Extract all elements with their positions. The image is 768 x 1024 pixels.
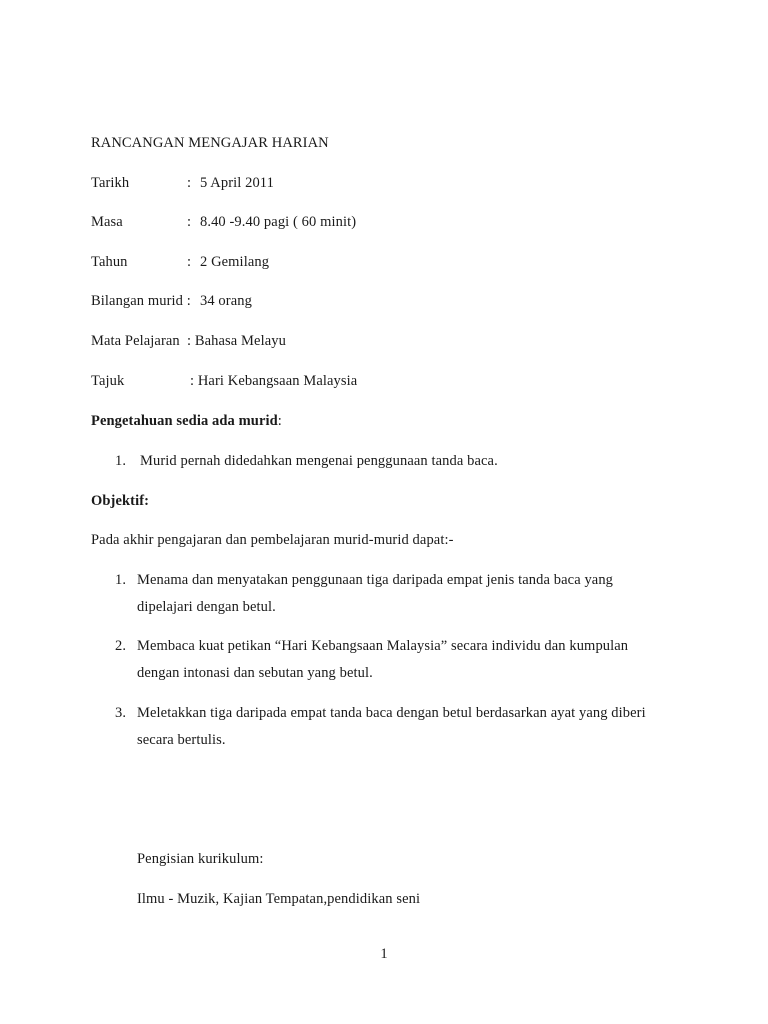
prior-knowledge-heading-colon: : (277, 413, 282, 429)
objective-item-number: 1. (115, 572, 127, 588)
page-number: 1 (380, 946, 388, 962)
document-title: RANCANGAN MENGAJAR HARIAN (91, 135, 329, 151)
prior-knowledge-heading (91, 412, 282, 430)
objective-item-line2: dengan intonasi dan sebutan yang betul. (137, 665, 373, 681)
field-value-masa: 8.40 -9.40 pagi ( 60 minit) (200, 214, 357, 230)
field-value-tajuk: : Hari Kebangsaan Malaysia (190, 373, 358, 389)
objective-intro: Pada akhir pengajaran dan pembelajaran murid-murid dapat:- (91, 532, 454, 548)
objective-item-line1: Menama dan menyatakan penggunaan tiga daripada empat jenis tanda baca yang (137, 572, 614, 588)
objective-item-line1: Meletakkan tiga daripada empat tanda baca dengan betul berdasarkan ayat yang diberi (137, 705, 646, 721)
curriculum-ilmu: Ilmu - Muzik, Kajian Tempatan,pendidikan seni (137, 891, 421, 907)
prior-knowledge-heading-text: Pengetahuan sedia ada murid (91, 413, 278, 429)
field-label-tahun: Tahun (91, 254, 128, 270)
field-value-bilangan-murid: 34 orang (200, 293, 252, 309)
field-value-mata-pelajaran: : Bahasa Melayu (187, 333, 286, 349)
objective-item-number: 2. (115, 638, 127, 654)
field-value-tarikh: 5 April 2011 (200, 175, 274, 191)
field-value-tahun: 2 Gemilang (200, 254, 270, 270)
objective-item-line1: Membaca kuat petikan “Hari Kebangsaan Malaysia” secara individu dan kumpulan (137, 638, 629, 654)
field-label-mata-pelajaran: Mata Pelajaran (91, 333, 180, 349)
objective-item-line2: secara bertulis. (137, 732, 226, 748)
field-separator-tahun: : (187, 254, 192, 270)
field-label-tarikh: Tarikh (91, 175, 130, 191)
prior-knowledge-item-text: Murid pernah didedahkan mengenai penggunaan tanda baca. (140, 453, 498, 469)
field-separator-masa: : (187, 214, 192, 230)
objective-item-line2: dipelajari dengan betul. (137, 599, 276, 615)
curriculum-heading: Pengisian kurikulum: (137, 851, 264, 867)
field-label-bilangan-murid: Bilangan murid : (91, 293, 191, 309)
prior-knowledge-item-number: 1. (115, 453, 127, 469)
field-label-masa: Masa (91, 214, 123, 230)
field-separator-tarikh: : (187, 175, 192, 191)
objective-heading: Objektif: (91, 493, 150, 509)
field-label-tajuk: Tajuk (91, 373, 125, 389)
objective-item-number: 3. (115, 705, 127, 721)
